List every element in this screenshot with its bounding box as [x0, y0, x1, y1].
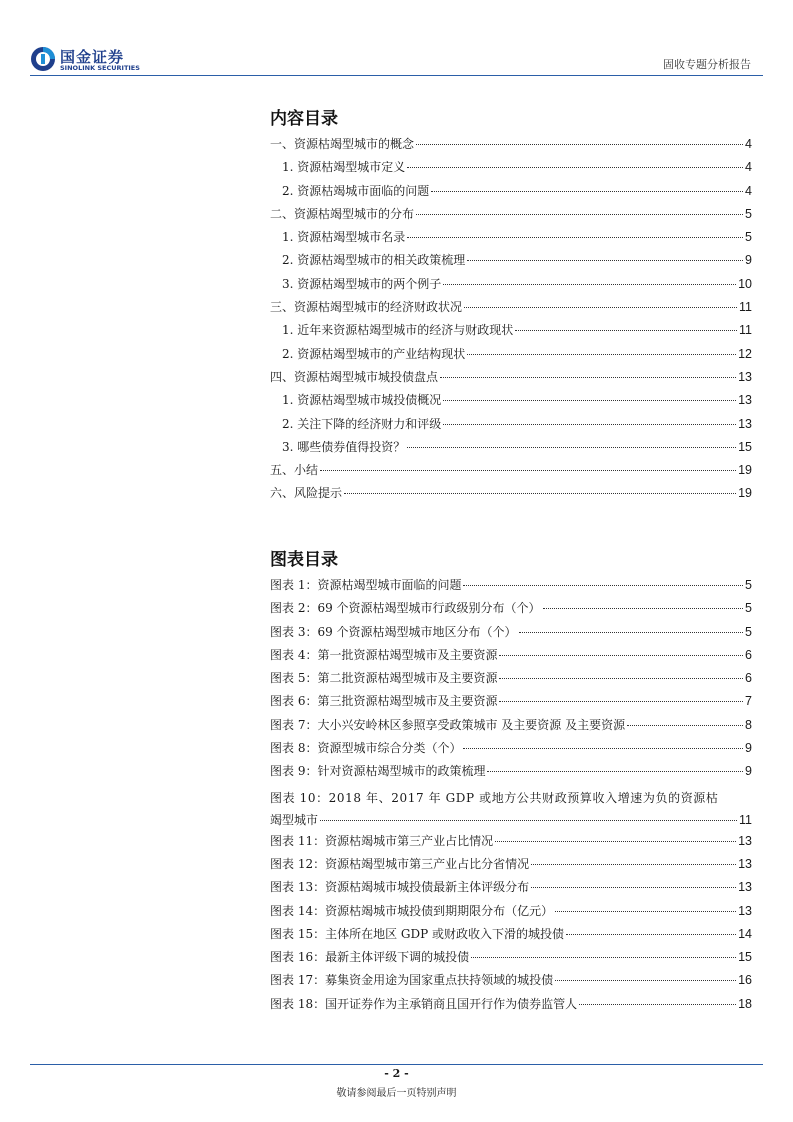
- figure-entry-page: 5: [745, 624, 752, 639]
- figure-list-title: 图表目录: [270, 550, 338, 570]
- figure-entry-page: 13: [738, 880, 752, 895]
- toc-entry-page: 19: [738, 486, 752, 501]
- toc-entry-page: 9: [745, 253, 752, 268]
- figure-entry-page: 7: [745, 694, 752, 709]
- dot-leader: [499, 701, 743, 702]
- dot-leader: [519, 632, 744, 633]
- figure-entry-label: 图表 13：资源枯竭城市城投债最新主体评级分布: [270, 880, 530, 895]
- figure-entry-label: 图表 16：最新主体评级下调的城投债: [270, 950, 470, 965]
- figure-entry-label: 图表 1：资源枯竭型城市面临的问题: [270, 578, 462, 592]
- toc-entry-page: 4: [745, 183, 752, 198]
- toc-entry-label: 2. 资源枯竭型城市的产业结构现状: [282, 346, 466, 361]
- figure-entry-label: 图表 3：69 个资源枯竭型城市地区分布（个）: [270, 624, 517, 639]
- toc-entry[interactable]: [270, 252, 752, 275]
- dot-leader: [579, 1004, 736, 1005]
- figure-entry[interactable]: [270, 717, 752, 740]
- dot-leader: [495, 841, 736, 842]
- toc-entry[interactable]: [270, 276, 752, 299]
- dot-leader: [407, 167, 743, 168]
- company-logo: [30, 46, 150, 74]
- toc-entry-page: 10: [738, 276, 752, 291]
- figure-entry[interactable]: [270, 693, 752, 716]
- dot-leader: [467, 260, 743, 261]
- toc-entry-label: 2. 资源枯竭城市面临的问题: [282, 183, 430, 198]
- figure-entry[interactable]: [270, 763, 752, 786]
- page-number: - 2 -: [384, 1067, 409, 1080]
- dot-leader: [463, 748, 743, 749]
- dot-leader: [487, 771, 743, 772]
- dot-leader: [543, 608, 744, 609]
- figure-entry-page: 5: [745, 601, 752, 616]
- toc-title: 内容目录: [270, 109, 338, 129]
- figure-entry[interactable]: [270, 600, 752, 623]
- dot-leader: [463, 585, 743, 586]
- toc-entry-label: 1. 资源枯竭型城市名录: [282, 230, 406, 245]
- figure-entry[interactable]: [270, 670, 752, 693]
- figure-entry-label: 图表 12：资源枯竭型城市第三产业占比分省情况: [270, 856, 530, 871]
- figure-entry-page: 11: [739, 812, 752, 827]
- toc-entry[interactable]: [270, 346, 752, 369]
- figure-entry-page: 13: [738, 833, 752, 848]
- figure-entry[interactable]: [270, 926, 752, 949]
- figure-entry-label: 图表 4：第一批资源枯竭型城市及主要资源: [270, 647, 498, 662]
- toc-entry-page: 5: [745, 230, 752, 245]
- toc-entry-label: 一、资源枯竭型城市的概念: [270, 137, 415, 151]
- figure-entry-label: 图表 17：募集资金用途为国家重点扶持领域的城投债: [270, 973, 554, 988]
- toc-entry-page: 11: [739, 300, 752, 315]
- figure-entry-page: 15: [738, 950, 752, 965]
- toc-entry[interactable]: [270, 183, 752, 206]
- dot-leader: [443, 424, 736, 425]
- dot-leader: [515, 330, 737, 331]
- figure-entry-label: 图表 8：资源型城市综合分类（个）: [270, 741, 462, 756]
- figure-entry-page: 13: [738, 856, 752, 871]
- toc-entry[interactable]: [270, 416, 752, 439]
- toc-entry-label: 二、资源枯竭型城市的分布: [270, 206, 415, 221]
- figure-entry[interactable]: [270, 903, 752, 926]
- dot-leader: [467, 354, 736, 355]
- toc-entry-label: 1. 资源枯竭型城市城投债概况: [282, 393, 442, 408]
- figure-entry-label: 图表 10：2018 年、2017 年 GDP 或地方公共财政预算收入增速为负的资源枯: [270, 790, 719, 805]
- toc-entry[interactable]: [270, 322, 752, 345]
- figure-entry[interactable]: [270, 972, 752, 995]
- dot-leader: [627, 725, 743, 726]
- figure-entry-page: 18: [738, 996, 752, 1011]
- figure-entry-label: 图表 11：资源枯竭城市第三产业占比情况: [270, 833, 494, 848]
- dot-leader: [407, 447, 736, 448]
- dot-leader: [555, 911, 736, 912]
- toc-entry-page: 13: [738, 369, 752, 384]
- figure-entry-label: 图表 5：第二批资源枯竭型城市及主要资源: [270, 671, 498, 686]
- toc-entry[interactable]: [270, 299, 752, 322]
- toc-entry-page: 4: [745, 160, 752, 175]
- toc-entry-label: 2. 资源枯竭型城市的相关政策梳理: [282, 253, 466, 268]
- figure-entry-page: 6: [745, 671, 752, 686]
- figure-entry[interactable]: [270, 856, 752, 879]
- dot-leader: [555, 980, 736, 981]
- toc-entry-page: 15: [738, 439, 752, 454]
- toc-entry-page: 4: [745, 137, 752, 151]
- header-divider: [30, 75, 763, 76]
- dot-leader: [531, 864, 736, 865]
- sinolink-logo-icon: [30, 46, 56, 72]
- dot-leader: [440, 377, 736, 378]
- dot-leader: [464, 307, 737, 308]
- figure-entry[interactable]: [270, 996, 752, 1019]
- toc-list: [270, 136, 752, 509]
- toc-entry[interactable]: [270, 206, 752, 229]
- figure-entry[interactable]: [270, 740, 752, 763]
- logo-english-name: SINOLINK SECURITIES: [60, 64, 140, 72]
- figure-entry[interactable]: [270, 949, 752, 972]
- dot-leader: [344, 493, 736, 494]
- toc-entry-page: 12: [738, 346, 752, 361]
- figure-entry-label-cont: 竭型城市: [270, 812, 319, 827]
- toc-entry-page: 13: [738, 416, 752, 431]
- toc-entry[interactable]: [270, 439, 752, 462]
- toc-entry[interactable]: [270, 159, 752, 182]
- toc-entry-label: 六、风险提示: [270, 486, 343, 501]
- toc-entry-label: 3. 哪些债券值得投资？: [282, 439, 406, 454]
- dot-leader: [431, 191, 743, 192]
- figure-entry-label: 图表 7：大小兴安岭林区参照享受政策城市 及主要资源 及主要资源: [270, 717, 626, 732]
- toc-entry-label: 五、小结: [270, 463, 319, 478]
- toc-entry[interactable]: [270, 392, 752, 415]
- toc-entry[interactable]: [270, 485, 752, 508]
- dot-leader: [471, 957, 736, 958]
- dot-leader: [320, 470, 736, 471]
- figure-entry-page: 6: [745, 647, 752, 662]
- page-header: [0, 0, 793, 80]
- figure-entry-page: 13: [738, 903, 752, 918]
- disclaimer: 敬请参阅最后一页特别声明: [336, 1088, 457, 1099]
- toc-entry-page: 5: [745, 206, 752, 221]
- dot-leader: [531, 887, 736, 888]
- figure-entry-page: 14: [738, 926, 752, 941]
- figure-entry[interactable]: [270, 577, 752, 600]
- toc-entry[interactable]: [270, 136, 752, 159]
- report-type: 固收专题分析报告: [663, 58, 751, 71]
- dot-leader: [566, 934, 736, 935]
- figure-entry-label: 图表 14：资源枯竭城市城投债到期期限分布（亿元）: [270, 903, 554, 918]
- toc-entry-label: 1. 资源枯竭型城市定义: [282, 160, 406, 175]
- figure-entry-page: 9: [745, 764, 752, 779]
- dot-leader: [443, 284, 736, 285]
- figure-entry-label: 图表 6：第三批资源枯竭型城市及主要资源: [270, 694, 498, 709]
- figure-entry-page: 8: [745, 717, 752, 732]
- dot-leader: [443, 400, 736, 401]
- figure-list: [270, 577, 752, 1019]
- figure-entry-label: 图表 15：主体所在地区 GDP 或财政收入下滑的城投债: [270, 926, 564, 941]
- toc-entry-page: 19: [738, 463, 752, 478]
- dot-leader: [499, 655, 743, 656]
- footer-divider: [30, 1064, 763, 1065]
- toc-entry-page: 11: [739, 323, 752, 338]
- dot-leader: [416, 144, 743, 145]
- figure-entry[interactable]: [270, 833, 752, 856]
- figure-entry-label: 图表 18：国开证券作为主承销商且国开行作为债券监管人: [270, 996, 578, 1011]
- figure-entry[interactable]: [270, 879, 752, 902]
- figure-entry-label: 图表 9：针对资源枯竭型城市的政策梳理: [270, 764, 486, 779]
- dot-leader: [407, 237, 743, 238]
- toc-entry[interactable]: [270, 229, 752, 252]
- figure-entry[interactable]: [270, 647, 752, 670]
- toc-entry-label: 3. 资源枯竭型城市的两个例子: [282, 276, 442, 291]
- dot-leader: [320, 820, 737, 821]
- toc-entry-label: 三、资源枯竭型城市的经济财政状况: [270, 300, 463, 315]
- toc-entry[interactable]: [270, 369, 752, 392]
- figure-entry-label: 图表 2：69 个资源枯竭型城市行政级别分布（个）: [270, 601, 541, 616]
- toc-entry-label: 四、资源枯竭型城市城投债盘点: [270, 369, 439, 384]
- toc-entry-page: 13: [738, 393, 752, 408]
- dot-leader: [416, 214, 743, 215]
- toc-entry-label: 1. 近年来资源枯竭型城市的经济与财政现状: [282, 323, 514, 338]
- figure-entry[interactable]: [270, 787, 752, 833]
- figure-entry-page: 9: [745, 741, 752, 756]
- figure-entry-page: 5: [745, 578, 752, 592]
- toc-entry[interactable]: [270, 462, 752, 485]
- figure-entry[interactable]: [270, 624, 752, 647]
- figure-entry-page: 16: [738, 973, 752, 988]
- dot-leader: [499, 678, 743, 679]
- logo-chinese-name: 国金证券: [60, 48, 125, 66]
- toc-entry-label: 2. 关注下降的经济财力和评级: [282, 416, 442, 431]
